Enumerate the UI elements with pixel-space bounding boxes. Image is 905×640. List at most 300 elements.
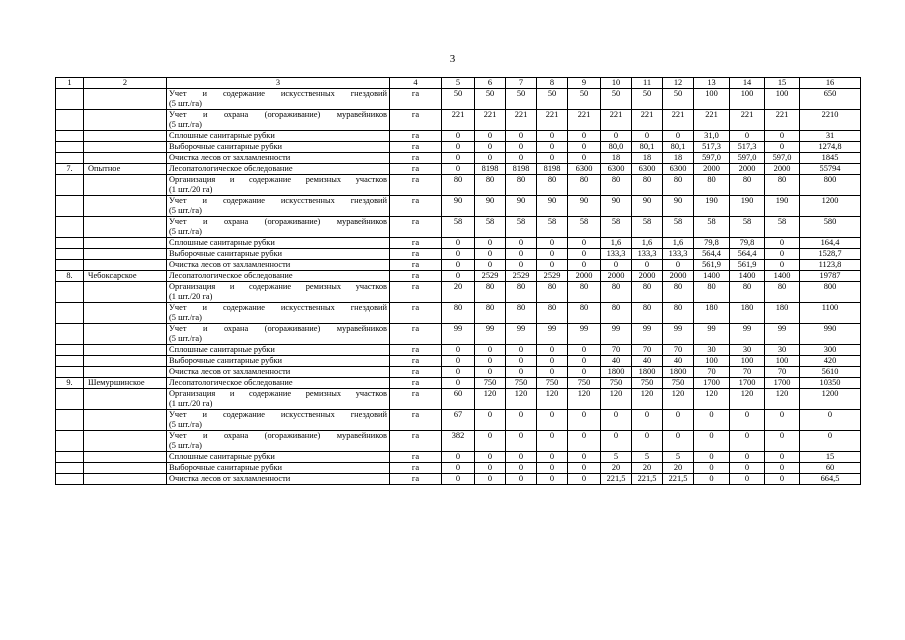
value-cell: 190 (765, 196, 800, 217)
value-cell: 70 (730, 367, 765, 378)
activity-line: Выборочные санитарные рубки (169, 249, 283, 258)
value-cell: 0 (475, 131, 506, 142)
value-cell: 517,3 (694, 142, 730, 153)
activity-cell (167, 389, 390, 410)
forestry-name (84, 217, 167, 238)
value-cell: 120 (601, 389, 632, 410)
row-number (56, 89, 84, 110)
value-cell: 99 (694, 324, 730, 345)
header-cell: 13 (694, 78, 730, 89)
value-cell: 90 (475, 196, 506, 217)
value-cell: 40 (601, 356, 632, 367)
value-cell: 1845 (800, 153, 861, 164)
activity-cell (167, 131, 390, 142)
activity-line: Сплошные санитарные рубки (169, 131, 275, 140)
value-cell: 0 (442, 367, 475, 378)
value-cell: 58 (730, 217, 765, 238)
forest-protection-table (55, 77, 861, 485)
value-cell: 6300 (632, 164, 663, 175)
value-cell: 0 (537, 142, 568, 153)
row-number (56, 367, 84, 378)
value-cell: 0 (537, 474, 568, 485)
value-cell: 0 (442, 271, 475, 282)
value-cell: 180 (730, 303, 765, 324)
value-cell: 0 (442, 164, 475, 175)
value-cell: 1200 (800, 196, 861, 217)
value-cell: 90 (601, 196, 632, 217)
value-cell: 221 (694, 110, 730, 131)
value-cell: 0 (506, 452, 537, 463)
value-cell: 8198 (506, 164, 537, 175)
value-cell: 1800 (632, 367, 663, 378)
value-cell: 18 (632, 153, 663, 164)
activity-line: Организация и содержание ремизных участков (169, 389, 387, 398)
table-row (56, 452, 861, 463)
activity-cell (167, 324, 390, 345)
activity-line: (1 шт./20 га) (169, 292, 213, 301)
value-cell: 1700 (765, 378, 800, 389)
forestry-name (84, 131, 167, 142)
unit-cell: га (390, 356, 442, 367)
value-cell: 0 (765, 431, 800, 452)
value-cell: 2000 (765, 164, 800, 175)
value-cell: 80 (475, 282, 506, 303)
value-cell: 597,0 (765, 153, 800, 164)
value-cell: 90 (506, 196, 537, 217)
value-cell: 80,1 (632, 142, 663, 153)
forestry-name (84, 345, 167, 356)
unit-cell: га (390, 164, 442, 175)
value-cell: 58 (694, 217, 730, 238)
activity-line: Организация и содержание ремизных участков (169, 175, 387, 184)
value-cell: 750 (568, 378, 601, 389)
value-cell: 221 (632, 110, 663, 131)
unit-cell: га (390, 196, 442, 217)
activity-cell (167, 89, 390, 110)
header-cell: 12 (663, 78, 694, 89)
forestry-name (84, 153, 167, 164)
row-number (56, 153, 84, 164)
value-cell: 0 (475, 410, 506, 431)
value-cell: 0 (537, 153, 568, 164)
activity-line: Сплошные санитарные рубки (169, 452, 275, 461)
row-number (56, 452, 84, 463)
row-number (56, 249, 84, 260)
activity-cell (167, 110, 390, 131)
value-cell: 40 (632, 356, 663, 367)
row-number (56, 463, 84, 474)
table-row (56, 431, 861, 452)
value-cell: 750 (537, 378, 568, 389)
table-row (56, 303, 861, 324)
forestry-name (84, 196, 167, 217)
value-cell: 10350 (800, 378, 861, 389)
value-cell: 58 (475, 217, 506, 238)
value-cell: 79,8 (730, 238, 765, 249)
value-cell: 221 (442, 110, 475, 131)
value-cell: 90 (537, 196, 568, 217)
unit-cell: га (390, 282, 442, 303)
activity-line: Сплошные санитарные рубки (169, 238, 275, 247)
forestry-name (84, 410, 167, 431)
value-cell: 0 (601, 131, 632, 142)
value-cell: 0 (730, 463, 765, 474)
value-cell: 120 (475, 389, 506, 410)
row-number (56, 356, 84, 367)
row-number (56, 260, 84, 271)
value-cell: 133,3 (632, 249, 663, 260)
value-cell: 1,6 (601, 238, 632, 249)
activity-line: Учет и охрана (огораживание) муравейников (169, 324, 387, 333)
value-cell: 5 (663, 452, 694, 463)
value-cell: 0 (568, 249, 601, 260)
value-cell: 0 (537, 249, 568, 260)
value-cell: 0 (568, 431, 601, 452)
value-cell: 31 (800, 131, 861, 142)
value-cell: 5 (601, 452, 632, 463)
unit-cell: га (390, 452, 442, 463)
table-row (56, 474, 861, 485)
value-cell: 0 (800, 431, 861, 452)
value-cell: 80 (694, 175, 730, 196)
unit-cell: га (390, 238, 442, 249)
value-cell: 0 (442, 249, 475, 260)
header-cell: 5 (442, 78, 475, 89)
table-row (56, 356, 861, 367)
row-number (56, 238, 84, 249)
value-cell: 0 (537, 463, 568, 474)
value-cell: 517,3 (730, 142, 765, 153)
value-cell: 58 (537, 217, 568, 238)
activity-cell (167, 431, 390, 452)
value-cell: 2210 (800, 110, 861, 131)
value-cell: 0 (568, 345, 601, 356)
value-cell: 1,6 (632, 238, 663, 249)
value-cell: 750 (475, 378, 506, 389)
table-row (56, 271, 861, 282)
value-cell: 80 (537, 303, 568, 324)
value-cell: 0 (568, 463, 601, 474)
activity-line: Выборочные санитарные рубки (169, 356, 283, 365)
value-cell: 0 (568, 452, 601, 463)
value-cell: 2000 (568, 271, 601, 282)
header-cell: 16 (800, 78, 861, 89)
value-cell: 0 (537, 238, 568, 249)
value-cell: 0 (506, 249, 537, 260)
value-cell: 100 (694, 89, 730, 110)
activity-cell (167, 217, 390, 238)
value-cell: 80 (442, 303, 475, 324)
value-cell: 80 (537, 175, 568, 196)
unit-cell: га (390, 110, 442, 131)
value-cell: 0 (663, 410, 694, 431)
value-cell: 6300 (568, 164, 601, 175)
activity-line: (1 шт./20 га) (169, 399, 213, 408)
value-cell: 180 (765, 303, 800, 324)
activity-line: Лесопатологическое обследование (169, 164, 293, 173)
value-cell: 31,0 (694, 131, 730, 142)
activity-line: Лесопатологическое обследование (169, 271, 293, 280)
header-cell: 3 (167, 78, 390, 89)
table-row (56, 110, 861, 131)
value-cell: 0 (730, 452, 765, 463)
row-number (56, 345, 84, 356)
value-cell: 190 (694, 196, 730, 217)
table-row (56, 367, 861, 378)
unit-cell: га (390, 175, 442, 196)
activity-cell (167, 175, 390, 196)
value-cell: 0 (506, 410, 537, 431)
activity-line: Учет и охрана (огораживание) муравейников (169, 217, 387, 226)
value-cell: 70 (663, 345, 694, 356)
activity-line: Выборочные санитарные рубки (169, 463, 283, 472)
value-cell: 0 (568, 260, 601, 271)
value-cell: 80 (506, 303, 537, 324)
value-cell: 100 (730, 89, 765, 110)
value-cell: 0 (601, 260, 632, 271)
value-cell: 1200 (800, 389, 861, 410)
value-cell: 18 (663, 153, 694, 164)
value-cell: 0 (442, 356, 475, 367)
value-cell: 800 (800, 175, 861, 196)
table-row (56, 238, 861, 249)
value-cell: 120 (765, 389, 800, 410)
forestry-name (84, 110, 167, 131)
forestry-name (84, 452, 167, 463)
value-cell: 99 (601, 324, 632, 345)
row-number (56, 410, 84, 431)
activity-line: Сплошные санитарные рубки (169, 345, 275, 354)
value-cell: 0 (632, 260, 663, 271)
value-cell: 190 (730, 196, 765, 217)
forestry-name (84, 463, 167, 474)
value-cell: 50 (506, 89, 537, 110)
row-number (56, 431, 84, 452)
activity-cell (167, 452, 390, 463)
header-cell: 10 (601, 78, 632, 89)
value-cell: 0 (442, 260, 475, 271)
activity-line: (5 шт./га) (169, 334, 202, 343)
value-cell: 0 (442, 131, 475, 142)
forestry-name (84, 249, 167, 260)
value-cell: 8198 (475, 164, 506, 175)
table-row (56, 410, 861, 431)
value-cell: 0 (730, 431, 765, 452)
row-number (56, 196, 84, 217)
activity-line: Лесопатологическое обследование (169, 378, 293, 387)
value-cell: 0 (537, 452, 568, 463)
value-cell: 1528,7 (800, 249, 861, 260)
activity-cell (167, 260, 390, 271)
value-cell: 382 (442, 431, 475, 452)
value-cell: 0 (632, 410, 663, 431)
activity-line: Учет и содержание искусственных гнездовий (169, 410, 387, 419)
value-cell: 80 (765, 175, 800, 196)
value-cell: 20 (663, 463, 694, 474)
value-cell: 30 (694, 345, 730, 356)
value-cell: 0 (475, 431, 506, 452)
activity-line: (5 шт./га) (169, 441, 202, 450)
value-cell: 561,9 (694, 260, 730, 271)
value-cell: 1800 (601, 367, 632, 378)
row-number (56, 389, 84, 410)
unit-cell: га (390, 463, 442, 474)
value-cell: 0 (475, 142, 506, 153)
value-cell: 561,9 (730, 260, 765, 271)
value-cell: 100 (765, 89, 800, 110)
value-cell: 221,5 (601, 474, 632, 485)
value-cell: 2529 (475, 271, 506, 282)
value-cell: 1400 (730, 271, 765, 282)
table-row (56, 260, 861, 271)
activity-line: (1 шт./20 га) (169, 185, 213, 194)
table-row (56, 324, 861, 345)
value-cell: 2529 (537, 271, 568, 282)
value-cell: 0 (506, 356, 537, 367)
value-cell: 80 (632, 282, 663, 303)
value-cell: 0 (765, 474, 800, 485)
value-cell: 50 (632, 89, 663, 110)
value-cell: 0 (694, 474, 730, 485)
value-cell: 67 (442, 410, 475, 431)
row-number: 7. (56, 164, 84, 175)
value-cell: 564,4 (730, 249, 765, 260)
forestry-name: Чебоксарское (84, 271, 167, 282)
value-cell: 0 (506, 260, 537, 271)
value-cell: 221 (730, 110, 765, 131)
forestry-name (84, 474, 167, 485)
value-cell: 20 (442, 282, 475, 303)
value-cell: 750 (632, 378, 663, 389)
page-number: 3 (449, 53, 456, 65)
value-cell: 0 (537, 131, 568, 142)
activity-line: Очистка лесов от захламленности (169, 367, 291, 376)
value-cell: 80 (475, 175, 506, 196)
value-cell: 0 (506, 367, 537, 378)
forestry-name (84, 356, 167, 367)
value-cell: 30 (765, 345, 800, 356)
value-cell: 2000 (632, 271, 663, 282)
value-cell: 0 (632, 131, 663, 142)
value-cell: 79,8 (694, 238, 730, 249)
value-cell: 180 (694, 303, 730, 324)
activity-cell (167, 463, 390, 474)
header-cell: 4 (390, 78, 442, 89)
value-cell: 990 (800, 324, 861, 345)
activity-line: (5 шт./га) (169, 420, 202, 429)
value-cell: 100 (765, 356, 800, 367)
value-cell: 0 (568, 356, 601, 367)
value-cell: 1400 (694, 271, 730, 282)
value-cell: 0 (765, 249, 800, 260)
value-cell: 0 (694, 452, 730, 463)
activity-cell (167, 153, 390, 164)
activity-line: Учет и содержание искусственных гнездовий (169, 196, 387, 205)
value-cell: 70 (601, 345, 632, 356)
table-row (56, 142, 861, 153)
value-cell: 50 (442, 89, 475, 110)
header-cell: 1 (56, 78, 84, 89)
value-cell: 1400 (765, 271, 800, 282)
row-number (56, 303, 84, 324)
value-cell: 0 (442, 142, 475, 153)
value-cell: 50 (475, 89, 506, 110)
value-cell: 0 (765, 260, 800, 271)
value-cell: 80 (601, 303, 632, 324)
row-number (56, 217, 84, 238)
value-cell: 58 (568, 217, 601, 238)
value-cell: 133,3 (601, 249, 632, 260)
value-cell: 0 (601, 410, 632, 431)
unit-cell: га (390, 378, 442, 389)
value-cell: 5610 (800, 367, 861, 378)
value-cell: 564,4 (694, 249, 730, 260)
value-cell: 1274,8 (800, 142, 861, 153)
activity-cell (167, 142, 390, 153)
value-cell: 0 (506, 431, 537, 452)
value-cell: 1700 (694, 378, 730, 389)
forestry-name: Шемуршинское (84, 378, 167, 389)
value-cell: 0 (800, 410, 861, 431)
value-cell: 0 (730, 474, 765, 485)
unit-cell: га (390, 474, 442, 485)
unit-cell: га (390, 249, 442, 260)
value-cell: 2000 (730, 164, 765, 175)
forestry-name (84, 282, 167, 303)
activity-line: (5 шт./га) (169, 206, 202, 215)
value-cell: 0 (475, 463, 506, 474)
value-cell: 80 (663, 175, 694, 196)
value-cell: 58 (442, 217, 475, 238)
value-cell: 50 (568, 89, 601, 110)
row-number (56, 110, 84, 131)
value-cell: 80 (632, 303, 663, 324)
activity-cell (167, 164, 390, 175)
value-cell: 20 (601, 463, 632, 474)
value-cell: 0 (537, 367, 568, 378)
value-cell: 100 (730, 356, 765, 367)
activity-cell (167, 249, 390, 260)
value-cell: 0 (663, 260, 694, 271)
unit-cell: га (390, 142, 442, 153)
value-cell: 221 (765, 110, 800, 131)
forestry-name (84, 89, 167, 110)
unit-cell: га (390, 131, 442, 142)
value-cell: 0 (537, 260, 568, 271)
unit-cell: га (390, 260, 442, 271)
value-cell: 0 (442, 474, 475, 485)
table-row (56, 389, 861, 410)
value-cell: 0 (601, 431, 632, 452)
header-cell: 8 (537, 78, 568, 89)
value-cell: 6300 (663, 164, 694, 175)
value-cell: 0 (568, 131, 601, 142)
forestry-name: Опытное (84, 164, 167, 175)
value-cell: 80 (601, 175, 632, 196)
value-cell: 0 (506, 153, 537, 164)
value-cell: 58 (506, 217, 537, 238)
table-row (56, 463, 861, 474)
table-row (56, 196, 861, 217)
value-cell: 99 (568, 324, 601, 345)
value-cell: 80 (568, 175, 601, 196)
value-cell: 0 (694, 431, 730, 452)
value-cell: 40 (663, 356, 694, 367)
value-cell: 221 (506, 110, 537, 131)
value-cell: 750 (663, 378, 694, 389)
value-cell: 120 (730, 389, 765, 410)
value-cell: 0 (694, 410, 730, 431)
